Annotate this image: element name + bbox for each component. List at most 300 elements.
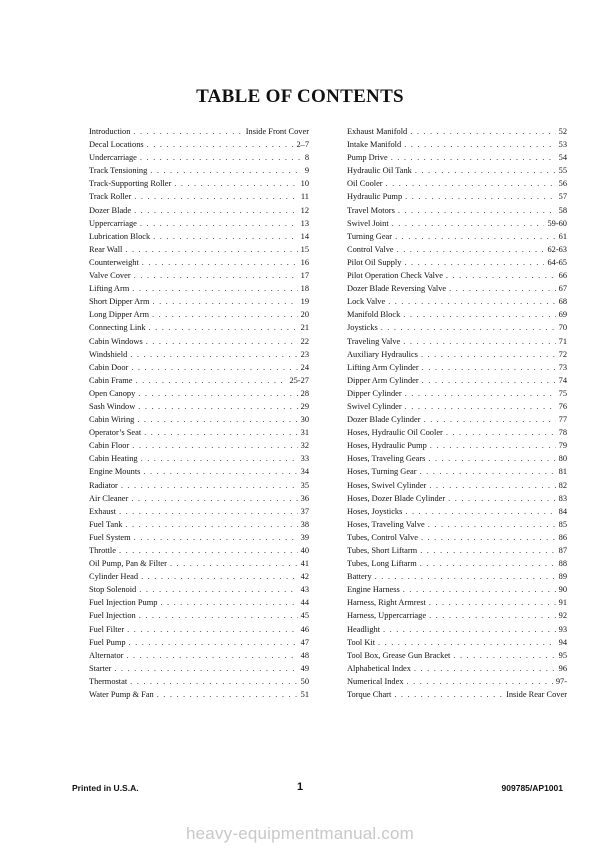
toc-entry-label: Cabin Heating (89, 454, 138, 464)
toc-entry-page: 95 (558, 650, 567, 660)
toc-entry-page: 23 (300, 349, 309, 359)
toc-entry (89, 492, 309, 505)
toc-entry-page: 53 (558, 140, 567, 150)
toc-entry-label: Sash Window (89, 401, 136, 411)
toc-entry (89, 596, 309, 609)
leader-dots (129, 636, 298, 649)
toc-entry (347, 256, 567, 269)
toc-entry-page: 10 (300, 179, 309, 189)
toc-entry-label: Cabin Frame (89, 375, 133, 385)
toc-entry-page: 37 (300, 506, 309, 516)
leader-dots (132, 282, 297, 295)
toc-entry (89, 190, 309, 203)
toc-entry (89, 177, 309, 190)
toc-entry (347, 295, 567, 308)
leader-dots (131, 492, 297, 505)
toc-entry-label: Stop Solenoid (89, 585, 137, 595)
toc-entry (347, 321, 567, 334)
toc-entry (347, 596, 567, 609)
leader-dots (429, 609, 556, 622)
leader-dots (134, 190, 298, 203)
toc-entry (347, 400, 567, 413)
toc-entry (89, 479, 309, 492)
toc-entry-label: Water Pump & Fan (89, 690, 154, 700)
leader-dots (152, 295, 297, 308)
toc-entry (347, 452, 567, 465)
toc-entry-page: 52 (558, 127, 567, 136)
toc-entry (347, 151, 567, 164)
toc-entry (89, 217, 309, 230)
toc-entry-label: Counterweight (89, 257, 139, 267)
toc-entry-page: 31 (300, 428, 309, 438)
document-code: 909785/AP1001 (501, 783, 563, 793)
leader-dots (137, 413, 297, 426)
toc-entry-label: Numerical Index (347, 676, 404, 686)
toc-entry (347, 204, 567, 217)
toc-entry-label: Cabin Windows (89, 336, 143, 346)
leader-dots (138, 400, 297, 413)
toc-entry-label: Tool Kit (347, 637, 376, 647)
page-title: TABLE OF CONTENTS (196, 86, 404, 107)
toc-entry (89, 400, 309, 413)
leader-dots (405, 190, 555, 203)
leader-dots (141, 452, 298, 465)
toc-entry (347, 348, 567, 361)
leader-dots (449, 282, 555, 295)
toc-entry (89, 164, 309, 177)
toc-entry (89, 583, 309, 596)
toc-entry (89, 426, 309, 439)
leader-dots (152, 308, 298, 321)
leader-dots (141, 570, 298, 583)
toc-entry-page: 42 (300, 572, 309, 582)
leader-dots (157, 688, 298, 701)
toc-entry-page: 61 (558, 231, 567, 241)
toc-entry (89, 544, 309, 557)
toc-entry (89, 623, 309, 636)
toc-entry (89, 348, 309, 361)
leader-dots (114, 662, 297, 675)
toc-entry (89, 675, 309, 688)
toc-entry-page: 83 (558, 493, 567, 503)
leader-dots (403, 583, 556, 596)
toc-entry (89, 151, 309, 164)
toc-entry (89, 321, 309, 334)
leader-dots (448, 492, 555, 505)
leader-dots (131, 361, 297, 374)
toc-entry-page: 72 (558, 349, 567, 359)
leader-dots (130, 675, 297, 688)
toc-entry-label: Pump Drive (347, 153, 388, 163)
toc-entry (347, 282, 567, 295)
toc-entry-label: Control Valve (347, 244, 394, 254)
leader-dots (404, 138, 555, 151)
leader-dots (392, 217, 545, 230)
toc-entry-page: 50 (300, 676, 309, 686)
leader-dots (134, 531, 298, 544)
toc-entry-page: 68 (558, 297, 567, 307)
toc-entry-page: 57 (558, 192, 567, 202)
toc-entry-page: 35 (300, 480, 309, 490)
toc-entry-page: 43 (300, 585, 309, 595)
toc-entry-label: Short Dipper Arm (89, 297, 150, 307)
leader-dots (420, 544, 555, 557)
toc-entry-page: 91 (558, 598, 567, 608)
toc-entry-page: 49 (300, 663, 309, 673)
leader-dots (429, 479, 555, 492)
toc-entry-label: Fuel System (89, 532, 131, 542)
toc-entry-label: Long Dipper Arm (89, 310, 150, 320)
toc-entry-label: Track Tensioning (89, 166, 148, 176)
toc-entry (347, 413, 567, 426)
toc-entry-label: Manifold Block (347, 310, 401, 320)
toc-column-right (347, 125, 567, 701)
toc-entry-page: 94 (558, 637, 567, 647)
leader-dots (404, 256, 544, 269)
leader-dots (414, 662, 556, 675)
toc-entry-page: 58 (558, 205, 567, 215)
toc-entry-label: Thermostat (89, 676, 128, 686)
toc-entry-label: Connecting Link (89, 323, 146, 333)
toc-entry-page: 81 (558, 467, 567, 477)
toc-entry-page: 15 (300, 244, 309, 254)
toc-entry-label: Undercarriage (89, 153, 137, 163)
toc-entry (89, 308, 309, 321)
toc-entry-label: Harness, Uppercarriage (347, 611, 427, 621)
leader-dots (119, 505, 298, 518)
leader-dots (146, 335, 298, 348)
toc-entry-label: Swivel Cylinder (347, 401, 402, 411)
leader-dots (119, 544, 298, 557)
toc-entry-page: 77 (558, 415, 567, 425)
leader-dots (134, 269, 298, 282)
leader-dots (375, 570, 556, 583)
toc-entry-label: Fuel Tank (89, 519, 123, 529)
toc-entry-page: 17 (300, 271, 309, 281)
toc-entry (89, 531, 309, 544)
toc-entry (89, 452, 309, 465)
toc-entry-page: 88 (558, 559, 567, 569)
toc-entry-label: Throttle (89, 546, 116, 555)
toc-entry-page: 73 (558, 362, 567, 372)
toc-entry (89, 295, 309, 308)
leader-dots (403, 335, 555, 348)
leader-dots (391, 151, 556, 164)
leader-dots (421, 531, 556, 544)
leader-dots (422, 374, 556, 387)
toc-entry-label: Harness, Right Armrest (347, 598, 426, 608)
toc-entry-label: Tubes, Control Valve (347, 532, 418, 542)
toc-entry (347, 636, 567, 649)
toc-entry-label: Exhaust (89, 506, 116, 516)
toc-entry (89, 204, 309, 217)
leader-dots (134, 204, 298, 217)
toc-entry-label: Traveling Valve (347, 336, 401, 346)
toc-entry-page: 30 (300, 415, 309, 425)
toc-entry (89, 374, 309, 387)
toc-entry-label: Introduction (89, 127, 131, 136)
toc-entry-label: Lifting Arm (89, 284, 130, 294)
toc-entry-page: 59-60 (547, 218, 567, 228)
toc-entry-page: 22 (300, 336, 309, 346)
leader-dots (429, 596, 556, 609)
leader-dots (378, 636, 556, 649)
leader-dots (446, 269, 556, 282)
toc-entry-page: 45 (300, 611, 309, 621)
toc-entry (347, 662, 567, 675)
toc-entry-page: 14 (300, 231, 309, 241)
toc-entry-page: 71 (558, 336, 567, 346)
toc-entry-page: 97- (555, 676, 567, 686)
toc-entry (89, 230, 309, 243)
toc-entry (347, 688, 567, 701)
toc-entry-label: Intake Manifold (347, 140, 402, 150)
toc-entry-label: Engine Harness (347, 585, 400, 595)
toc-entry-label: Oil Pump, Pan & Filter (89, 559, 167, 569)
toc-entry-label: Fuel Pump (89, 637, 126, 647)
toc-entry-page: 70 (558, 323, 567, 333)
toc-entry (347, 492, 567, 505)
toc-entry (347, 177, 567, 190)
toc-entry-page: 62-63 (547, 244, 567, 254)
toc-entry-label: Hydraulic Pump (347, 192, 403, 202)
toc-entry-page: 25-27 (289, 375, 309, 385)
leader-dots (421, 348, 556, 361)
toc-entry (347, 335, 567, 348)
leader-dots (133, 125, 242, 138)
toc-entry-label: Swivel Joint (347, 218, 389, 228)
toc-entry (89, 138, 309, 151)
toc-entry (347, 190, 567, 203)
toc-entry-page: 87 (558, 546, 567, 555)
leader-dots (428, 518, 556, 531)
leader-dots (142, 256, 298, 269)
toc-entry-page: 82 (558, 480, 567, 490)
toc-entry (347, 465, 567, 478)
toc-entry-label: Hoses, Hydraulic Oil Cooler (347, 428, 443, 438)
leader-dots (430, 439, 556, 452)
toc-entry-page: 34 (300, 467, 309, 477)
toc-entry-page: 33 (300, 454, 309, 464)
leader-dots (383, 623, 556, 636)
printed-in-label: Printed in U.S.A. (72, 783, 139, 793)
toc-entry (347, 505, 567, 518)
toc-entry-label: Valve Cover (89, 271, 131, 281)
toc-entry-page: 9 (304, 166, 309, 176)
toc-entry-label: Hoses, Traveling Valve (347, 519, 425, 529)
toc-entry-label: Joysticks (347, 323, 378, 333)
toc-entry-label: Hoses, Traveling Gears (347, 454, 426, 464)
toc-entry-page: 11 (300, 192, 309, 202)
leader-dots (415, 164, 556, 177)
leader-dots (130, 348, 297, 361)
toc-entry (347, 269, 567, 282)
toc-entry-label: Hoses, Swivel Cylinder (347, 480, 427, 490)
leader-dots (143, 465, 297, 478)
leader-dots (125, 518, 297, 531)
toc-entry (89, 636, 309, 649)
toc-entry-page: 69 (558, 310, 567, 320)
toc-entry (347, 308, 567, 321)
toc-entry-page: Inside Rear Cover (506, 690, 567, 700)
toc-entry-label: Hoses, Dozer Blade Cylinder (347, 493, 446, 503)
toc-entry-label: Windshield (89, 349, 128, 359)
leader-dots (422, 361, 556, 374)
leader-dots (125, 243, 297, 256)
leader-dots (398, 204, 556, 217)
toc-entry-page: 39 (300, 532, 309, 542)
toc-entry (347, 125, 567, 138)
toc-entry-label: Track-Supporting Roller (89, 179, 172, 189)
toc-entry-page: 92 (558, 611, 567, 621)
toc-entry (347, 531, 567, 544)
leader-dots (420, 465, 556, 478)
toc-entry-page: 48 (300, 650, 309, 660)
toc-entry-page: 2–7 (296, 140, 309, 150)
leader-dots (397, 243, 545, 256)
leader-dots (424, 413, 556, 426)
toc-entry-label: Dipper Cylinder (347, 388, 402, 398)
toc-entry-page: 54 (558, 153, 567, 163)
leader-dots (394, 688, 503, 701)
toc-column-left (89, 125, 309, 701)
toc-entry-label: Pilot Operation Check Valve (347, 271, 443, 281)
toc-entry (347, 230, 567, 243)
toc-entry (89, 465, 309, 478)
toc-entry-label: Hydraulic Oil Tank (347, 166, 412, 176)
toc-entry-page: 46 (300, 624, 309, 634)
leader-dots (446, 426, 556, 439)
leader-dots (132, 439, 297, 452)
leader-dots (147, 138, 294, 151)
toc-entry (347, 623, 567, 636)
toc-entry (347, 649, 567, 662)
leader-dots (428, 452, 555, 465)
leader-dots (403, 308, 555, 321)
toc-entry-label: Pilot Oil Supply (347, 257, 402, 267)
toc-entry (89, 387, 309, 400)
toc-entry-label: Radiator (89, 480, 118, 490)
toc-entry-label: Dozer Blade Reversing Valve (347, 284, 447, 294)
toc-entry (89, 256, 309, 269)
toc-entry-label: Torque Chart (347, 690, 392, 700)
toc-entry-page: 28 (300, 388, 309, 398)
toc-entry-page: 16 (300, 257, 309, 267)
toc-entry-label: Dozer Blade (89, 205, 132, 215)
toc-entry-page: 86 (558, 532, 567, 542)
leader-dots (140, 151, 302, 164)
toc-entry-page: 67 (558, 284, 567, 294)
toc-entry-label: Hoses, Hydraulic Pump (347, 441, 427, 451)
toc-entry (347, 243, 567, 256)
leader-dots (126, 649, 297, 662)
toc-entry-label: Tubes, Long Liftarm (347, 559, 417, 569)
leader-dots (381, 321, 556, 334)
toc-entry-page: 18 (300, 284, 309, 294)
toc-entry-label: Alphabetical Index (347, 663, 411, 673)
toc-entry-label: Decal Locations (89, 140, 144, 150)
toc-entry-page: 66 (558, 271, 567, 281)
toc-entry-page: 89 (558, 572, 567, 582)
toc-entry (347, 557, 567, 570)
toc-entry (89, 557, 309, 570)
toc-entry-page: 51 (300, 690, 309, 700)
toc-entry-page: 64-65 (547, 257, 567, 267)
toc-entry-page: 76 (558, 401, 567, 411)
toc-entry-page: 24 (300, 362, 309, 372)
toc-entry (89, 649, 309, 662)
toc-entry-page: 13 (300, 218, 309, 228)
toc-entry-label: Cabin Floor (89, 441, 130, 451)
page-number: 1 (296, 781, 304, 793)
toc-entry-label: Cylinder Head (89, 572, 139, 582)
toc-entry-page: 55 (558, 166, 567, 176)
toc-entry-page: 32 (300, 441, 309, 451)
toc-entry (347, 387, 567, 400)
toc-entry (347, 374, 567, 387)
toc-entry-label: Open Canopy (89, 388, 136, 398)
watermark-text: heavy-equipmentmanual.com (185, 824, 414, 843)
toc-entry-page: 75 (558, 388, 567, 398)
toc-entry-label: Tubes, Short Liftarm (347, 546, 418, 555)
leader-dots (405, 387, 556, 400)
toc-entry (89, 243, 309, 256)
toc-entry-label: Tool Box, Grease Gun Bracket (347, 650, 451, 660)
leader-dots (420, 557, 556, 570)
toc-entry-page: 93 (558, 624, 567, 634)
toc-entry-page: 19 (300, 297, 309, 307)
toc-entry-page: 56 (558, 179, 567, 189)
toc-entry (89, 688, 309, 701)
toc-entry (89, 335, 309, 348)
toc-entry-page: 96 (558, 663, 567, 673)
toc-entry (89, 269, 309, 282)
toc-entry-label: Uppercarriage (89, 218, 137, 228)
toc-entry-page: 36 (300, 493, 309, 503)
leader-dots (388, 295, 555, 308)
toc-entry-label: Fuel Filter (89, 624, 125, 634)
toc-entry (89, 282, 309, 295)
toc-entry-label: Dozer Blade Cylinder (347, 415, 421, 425)
toc-entry (347, 609, 567, 622)
leader-dots (453, 649, 555, 662)
toc-entry (347, 675, 567, 688)
leader-dots (410, 125, 555, 138)
leader-dots (174, 177, 297, 190)
toc-entry (347, 217, 567, 230)
leader-dots (153, 230, 297, 243)
toc-entry-label: Starter (89, 663, 112, 673)
toc-entry-page: Inside Front Cover (245, 127, 309, 136)
toc-entry (89, 125, 309, 138)
toc-entry (347, 361, 567, 374)
leader-dots (386, 177, 556, 190)
toc-entry-page: 44 (300, 598, 309, 608)
toc-entry-page: 90 (558, 585, 567, 595)
leader-dots (407, 675, 553, 688)
toc-entry-page: 38 (300, 519, 309, 529)
toc-entry (89, 413, 309, 426)
toc-entry-label: Headlight (347, 624, 381, 634)
toc-entry-label: Dipper Arm Cylinder (347, 375, 419, 385)
toc-entry (347, 426, 567, 439)
leader-dots (138, 387, 297, 400)
toc-entry (89, 505, 309, 518)
leader-dots (121, 479, 298, 492)
toc-entry-page: 20 (300, 310, 309, 320)
page-footer (0, 783, 600, 797)
leader-dots (127, 623, 297, 636)
